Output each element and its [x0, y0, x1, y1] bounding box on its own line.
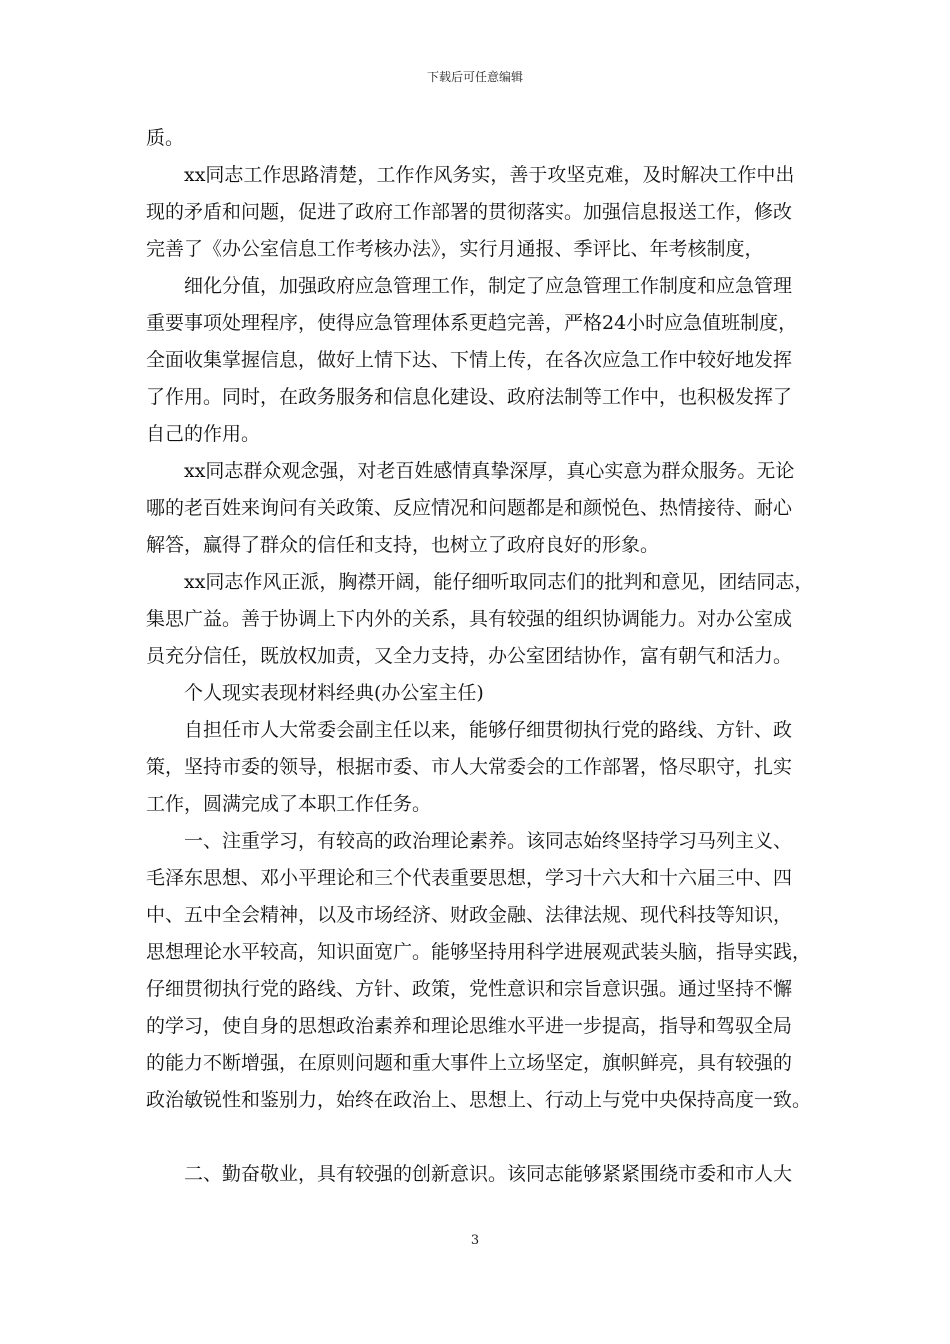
paragraph-start: xx同志群众观念强，对老百姓感情真挚深厚，真心实意为群众服务。无论 [184, 460, 795, 482]
text-line: 完善了《办公室信息工作考核办法》，实行月通报、季评比、年考核制度， [146, 238, 764, 260]
text-line: 策，坚持市委的领导，根据市委、市人大常委会的工作部署，恪尽职守，扎实 [146, 756, 793, 778]
paragraph-start: 一、注重学习，有较高的政治理论素养。该同志始终坚持学习马列主义、 [184, 830, 793, 852]
text-line: 仔细贯彻执行党的路线、方针、政策，党性意识和宗旨意识强。通过坚持不懈 [146, 978, 793, 1000]
paragraph-start: 二、勤奋敬业，具有较强的创新意识。该同志能够紧紧围绕市委和市人大 [184, 1163, 793, 1185]
text-line: 的能力不断增强，在原则问题和重大事件上立场坚定，旗帜鲜亮，具有较强的 [146, 1052, 793, 1074]
paragraph-start: xx同志工作思路清楚，工作作风务实，善于攻坚克难，及时解决工作中出 [184, 164, 795, 186]
paragraph-start: 自担任市人大常委会副主任以来，能够仔细贯彻执行党的路线、方针、政 [184, 719, 793, 741]
text-line: 哪的老百姓来询问有关政策、反应情况和问题都是和颜悦色、热情接待、耐心 [146, 497, 793, 519]
paragraph-start: 细化分值，加强政府应急管理工作，制定了应急管理工作制度和应急管理 [184, 275, 793, 297]
paragraph-gap [146, 1119, 816, 1156]
text-line: 质。 [146, 127, 185, 149]
text-line: 集思广益。善于协调上下内外的关系，具有较强的组织协调能力。对办公室成 [146, 608, 793, 630]
page-header: 下载后可任意编辑 [426, 70, 523, 84]
text-line: 工作，圆满完成了本职工作任务。 [146, 793, 432, 815]
text-line: 全面收集掌握信息，做好上情下达、下情上传，在各次应急工作中较好地发挥 [146, 349, 793, 371]
paragraph-start: xx同志作风正派，胸襟开阔，能仔细听取同志们的批判和意见，团结同志， [184, 571, 814, 593]
document-body [146, 120, 816, 1193]
text-line: 毛泽东思想、邓小平理论和三个代表重要思想，学习十六大和十六届三中、四 [146, 867, 793, 889]
text-line: 思想理论水平较高，知识面宽广。能够坚持用科学进展观武装头脑，指导实践， [146, 941, 812, 963]
text-line: 的学习，使自身的思想政治素养和理论思维水平进一步提高，指导和驾驭全局 [146, 1015, 793, 1037]
text-line: 自己的作用。 [146, 423, 261, 445]
section-title: 个人现实表现材料经典(办公室主任) [184, 682, 484, 704]
text-line: 解答，赢得了群众的信任和支持，也树立了政府良好的形象。 [146, 534, 660, 556]
page-number: 3 [470, 1233, 480, 1248]
text-line: 现的矛盾和问题，促进了政府工作部署的贯彻落实。加强信息报送工作，修改 [146, 201, 793, 223]
text-line: 员充分信任，既放权加责，又全力支持，办公室团结协作，富有朝气和活力。 [146, 645, 793, 667]
text-line: 了作用。同时，在政务服务和信息化建设、政府法制等工作中，也积极发挥了 [146, 386, 793, 408]
text-line: 政治敏锐性和鉴别力，始终在政治上、思想上、行动上与党中央保持高度一致。 [146, 1089, 812, 1111]
text-line: 中、五中全会精神，以及市场经济、财政金融、法律法规、现代科技等知识， [146, 904, 793, 926]
text-line: 重要事项处理程序，使得应急管理体系更趋完善，严格24小时应急值班制度， [146, 312, 798, 334]
